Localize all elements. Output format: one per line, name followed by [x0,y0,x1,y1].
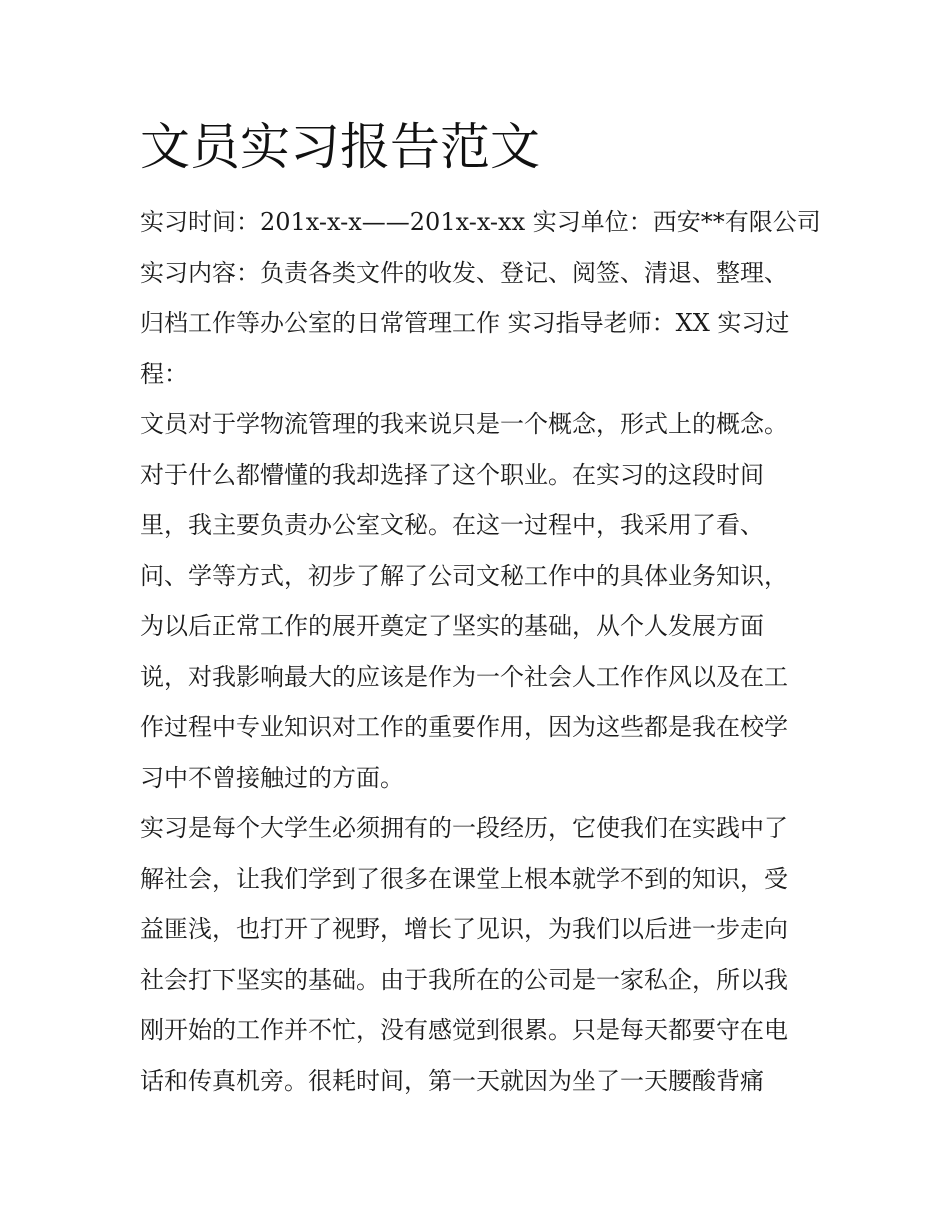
body-line: 程： [140,359,188,388]
body-line: 刚开始的工作并不忙，没有感觉到很累。只是每天都要守在电 [140,1016,788,1044]
body-line: 文员对于学物流管理的我来说只是一个概念，形式上的概念。 [140,410,788,438]
body-line: 作过程中专业知识对工作的重要作用，因为这些都是我在校学 [140,713,788,741]
body-line: 实习是每个大学生必须拥有的一段经历，它使我们在实践中了 [140,814,788,842]
body-line: 为以后正常工作的展开奠定了坚实的基础，从个人发展方面 [140,612,764,640]
body-line: 里，我主要负责办公室文秘。在这一过程中，我采用了看、 [140,511,764,539]
body-line: 益匪浅，也打开了视野，增长了见识，为我们以后进一步走向 [140,915,788,943]
document-title: 文员实习报告范文 [140,118,540,176]
body-line: 话和传真机旁。很耗时间，第一天就因为坐了一天腰酸背痛 [140,1066,764,1095]
body-line: 归档工作等办公室的日常管理工作 实习指导老师：XX 实习过 [140,309,790,337]
body-line: 社会打下坚实的基础。由于我所在的公司是一家私企，所以我 [140,965,788,994]
document-body [140,197,821,1106]
body-line: 实习时间：201x-x-x——201x-x-xx 实习单位：西安**有限公司 [140,208,821,236]
body-line: 说，对我影响最大的应该是作为一个社会人工作作风以及在工 [140,662,788,691]
body-line: 习中不曾接触过的方面。 [140,763,404,792]
body-line: 问、学等方式，初步了解了公司文秘工作中的具体业务知识， [140,561,788,590]
body-line: 对于什么都懵懂的我却选择了这个职业。在实习的这段时间 [140,460,764,489]
body-line: 实习内容：负责各类文件的收发、登记、阅签、清退、整理、 [140,258,788,287]
body-line: 解社会，让我们学到了很多在课堂上根本就学不到的知识，受 [140,864,788,893]
